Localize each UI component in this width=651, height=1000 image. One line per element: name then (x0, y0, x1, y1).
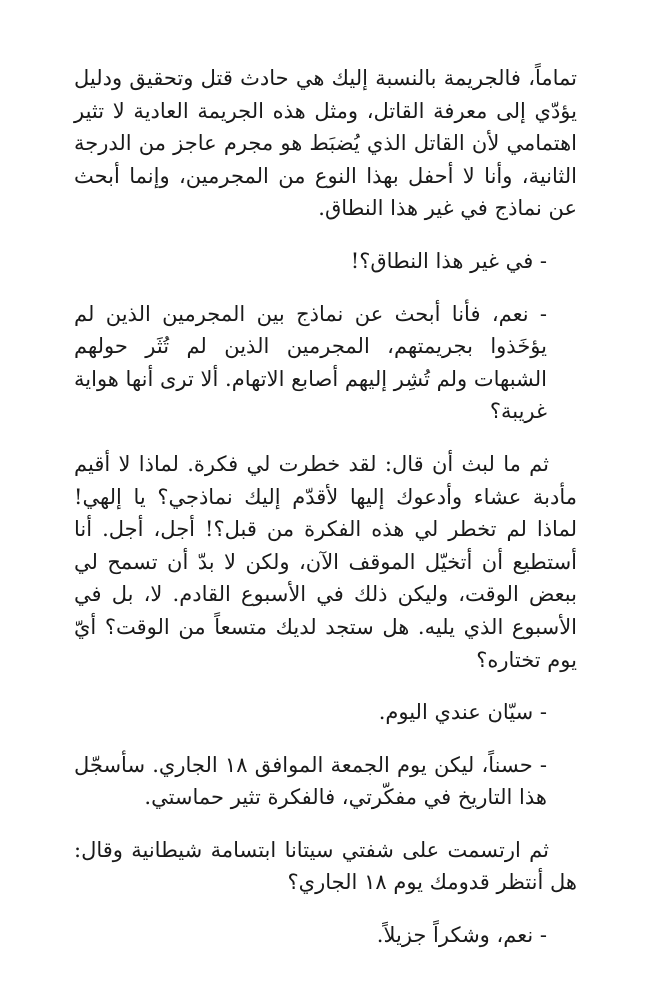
narrative-paragraph: ثم ارتسمت على شفتي سيتانا ابتسامة شيطانية وقال: هل أنتظر قدومك يوم ١٨ الجاري؟ (74, 837, 577, 895)
narrative-paragraph: تماماً، فالجريمة بالنسبة إليك هي حادث قتل وتحقيق ودليل يؤدّي إلى معرفة القاتل، ومثل هذه الجريمة العادية لا تثير اهتمامي لأن القاتل الذي يُضبَط هو مجرم عاجز من الدرجة الثانية، وأنا لا أحفل بهذا النوع من المجرمين، وإنما أبحث عن نماذج في غير هذا النطاق. (74, 66, 577, 221)
dialogue-line: - نعم، وشكراً جزيلاً. (376, 923, 547, 948)
dialogue-line: - في غير هذا النطاق؟! (350, 248, 547, 273)
dialogue-paragraph: - نعم، فأنا أبحث عن نماذج بين المجرمين الذين لم يؤخَذوا بجريمتهم، المجرمين الذين لم تُثَر حولهم الشبهات ولم تُشِر إليهم أصابع الاتهام. ألا ترى أنها هواية غريبة؟ (74, 301, 547, 424)
dialogue-line: - سيّان عندي اليوم. (378, 700, 547, 725)
dialogue-paragraph: - حسناً، ليكن يوم الجمعة الموافق ١٨ الجاري. سأسجّل هذا التاريخ في مفكّرتي، فالفكرة تثير حماستي. (74, 752, 548, 810)
narrative-paragraph: ثم ما لبث أن قال: لقد خطرت لي فكرة. لماذا لا أقيم مأدبة عشاء وأدعوك إليها لأقدّم إليك نماذجي؟ يا إلهي! لماذا لم تخطر لي هذه الفكرة من قبل؟! أجل، أجل. أنا أستطيع أن أتخيّل الموقف الآن، ولكن لا بدّ أن تسمح لي ببعض الوقت، وليكن ذلك في الأسبوع القادم. لا، بل في الأسبوع الذي يليه. هل ستجد لديك متسعاً من الوقت؟ أيّ يوم تختاره؟ (74, 451, 577, 672)
